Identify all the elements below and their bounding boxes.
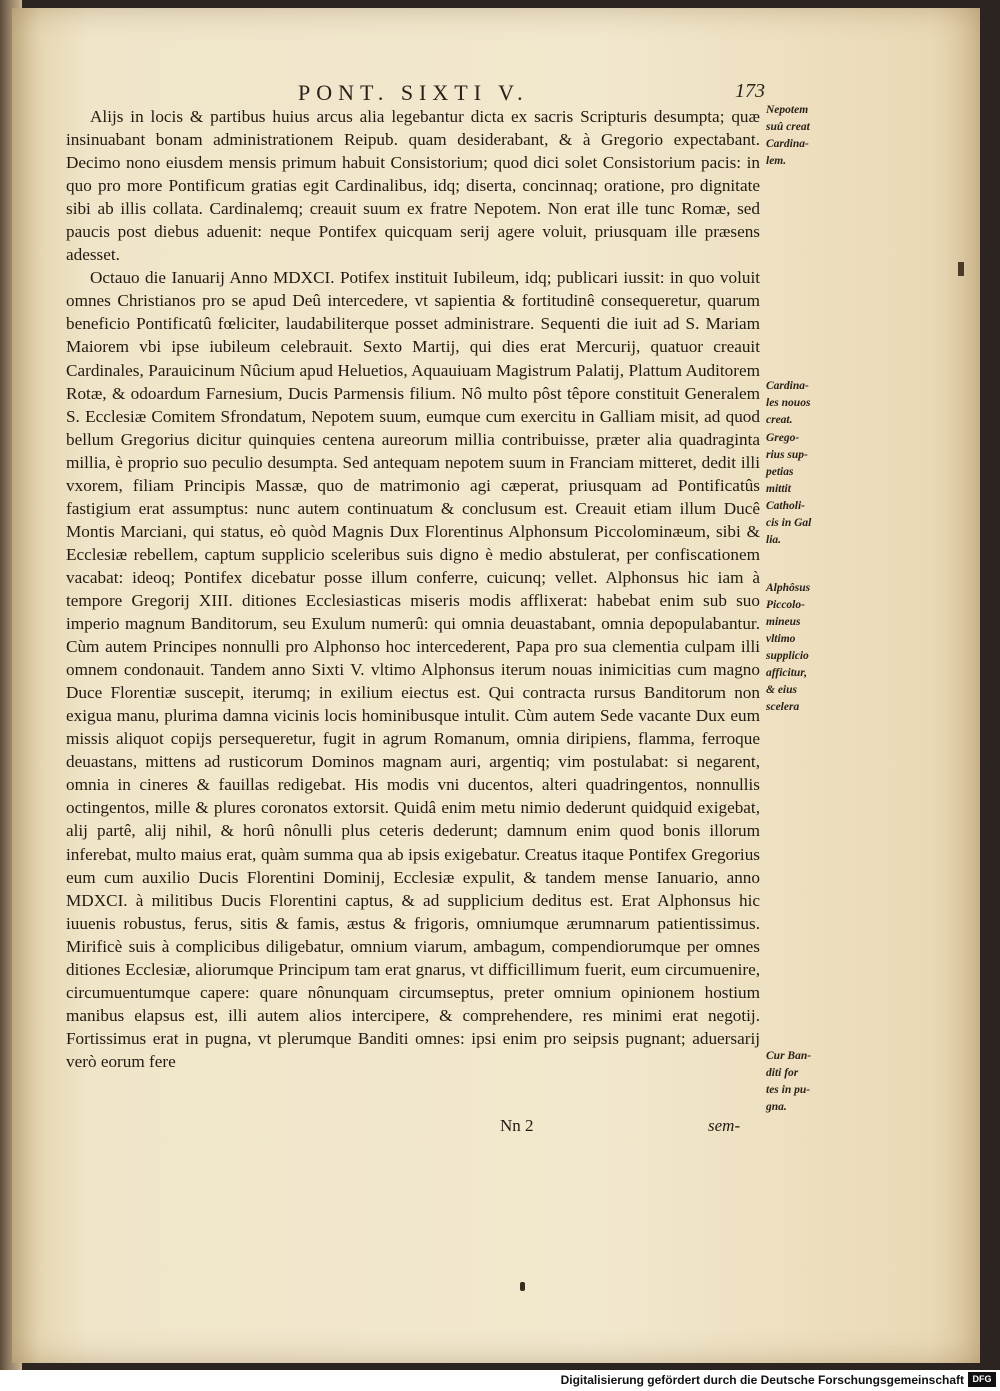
ink-smudge — [520, 1282, 525, 1291]
marginal-note-cardinales: Cardina- les nouos creat. — [766, 380, 811, 426]
marginal-note-gregorius: Grego- rius sup- petias mittit Catholi- cis in Gal lia. — [766, 432, 812, 546]
paragraph-1: Alijs in locis & partibus huius arcus alia legebantur dicta ex sacris Scripturis desumpta; quæ insinuabant bonam administrationem Reipub. quam desiderabant, & à Gregorio expectabant. Decimo nono eiusdem mensis primum habuit Consistorium; quod dici solet Consistorium pacis: in quo pro more Pontificum gratias egit Cardinalibus, idq; diserta, concinnaq; oratione, pro dignitate sibi ab illis collata. Cardinalemq; creauit suum ex fratre Nepotem. Non erat ille tunc Romæ, sed paucis post diebus aduenit: neque Pontifex quicquam serij agere voluit, priusquam ille præsens adesset. — [66, 107, 760, 265]
running-head: PONT. SIXTI V. — [298, 80, 529, 105]
marginal-note-nepotem: Nepotem suû creat Cardina- lem. — [766, 104, 810, 167]
dfg-logo: DFG — [968, 1372, 996, 1387]
funding-credit: Digitalisierung gefördert durch die Deutsche Forschungsgemeinschaft — [560, 1373, 964, 1387]
page-edge-mark — [958, 262, 964, 276]
signature-mark: Nn 2 — [500, 1116, 534, 1135]
paragraph-2: Octauo die Ianuarij Anno MDXCI. Potifex instituit Iubileum, idq; publicari iussit: in quo voluit omnes Christianos pro se apud Deû intercedere, vt sapientia & fortitudinê consequeretur, quarum beneficio Pontificatû fœliciter, laudabiliterque posset administrare. Sequenti die iuit ad S. Mariam Maiorem vbi ipse iubileum celebrauit. Sexto Martij, qui dies erat Mercurij, quatuor creauit Cardinales, Parauicinum Nûcium apud Heluetios, Aquauiuam Magistrum Palatij, Plattum Auditorem Rotæ, & odoardum Farnesium, Ducis Parmensis filium. Nô multo pôst têpore constituit Generalem S. Ecclesiæ Comitem Sfrondatum, Nepotem suum, eumque cum exercitu in Galliam misit, ad quod bellum Gregorius dicitur quinquies centena aureorum millia contribuisse, præter alia quadraginta millia, è proprio suo peculio desumpta. Sed antequam nepotem suum in Franciam mitteret, dedit illi vxorem, filiam Principis Massæ, quo de matrimonio agi cæperat, priusquam ad Pontificatûs fastigium erat assumptus: nunc autem continuatum & conclusum est. Creauit etiam illum Ducê Montis Marciani, qui status, eò quòd Magnis Dux Florentinus Alphonsum Piccolominæum, sibi & Ecclesiæ rebellem, captum supplicio sceleribus suis digno è medio abstulerat, per confiscationem vacabat: ideoq; Pontifex dicebatur posse illum conferre, cuicunq; vellet. Alphonsus hic iam à tempore Gregorij XIII. ditiones Ecclesiasticas miseris modis afflixerat: habebat enim sub suo imperio magnum Banditorum, seu Exulum numerû: qui omnia deuastabant, omnia depopulabantur. Cùm autem Principes nonnulli pro Alphonso hoc intercederent, Papa pro sua clementia culpam illi omnem condonauit. Tandem anno Sixti V. vltimo Alphonsus iterum nouas inimicitias cum magno Duce Florentiæ suscepit, iterumq; in exilium eiectus est. Qui contracta rursus Banditorum non exigua manu, plurima damna vicinis locis hominibusque intulit. Cùm autem Sede vacante Dux eum missis aliquot copijs persequeretur, fugit in agrum Romanum, omnia diripiens, flamma, ferroque deuastans, mittens ad rusticorum Dominos magnam auri, argentiq; vim postulabat: si negarent, omnia in cineres & fauillas redigebat. His modis vni ducentos, alteri quadringentos, nonnullis octingentos, mille & plures coronatos extorsit. Quidâ enim metu nimio dederunt quidquid exigebat, alij partê, alij nihil, & horû nônulli plus ceteris dederunt; damnum enim quod bonis illorum inferebat, multo maius erat, quàm summa qua ab ipsis exigebatur. Creatus itaque Pontifex Gregorius eum cum auxilio Ducis Florentini Dominij, Ecclesiæ expulit, & tandem mense Ianuario, anno MDXCI. à militibus Ducis Florentini captus, & ad supplicium deditus est. Erat Alphonsus hic iuuenis robustus, ferus, sitis & famis, æstus & frigoris, omniumque ærumnarum patientissimus. Mirificè suis à complicibus diligebatur, omnium viarum, ambagum, compendiorumque per omnes ditiones Ecclesiæ, aliorumque Principum tam erat gnarus, vt difficillimum fuerit, eum circumuenire, circumuentumque capere: quare nônunquam circumseptus, preter omnium opinionem hostium manibus elapsus est, illi autem alios intercipere, & comprehendere, res minimi erat negotij. Fortissimus erat in pugna, vt plerumque Banditi omnes: ipsi enim pro seipsis pugnant; aduersarij verò eorum fere — [66, 268, 760, 1071]
page-number: 173 — [735, 80, 765, 102]
footer-bar — [0, 1370, 1000, 1391]
body-text — [66, 105, 760, 1073]
marginal-note-banditi: Cur Ban- diti for tes in pu- gna. — [766, 1050, 812, 1113]
catchword: sem- — [708, 1116, 741, 1135]
marginal-note-alphonsus: Alphôsus Piccolo- mineus vltimo supplicio afficitur, & eius scelera — [766, 582, 811, 713]
